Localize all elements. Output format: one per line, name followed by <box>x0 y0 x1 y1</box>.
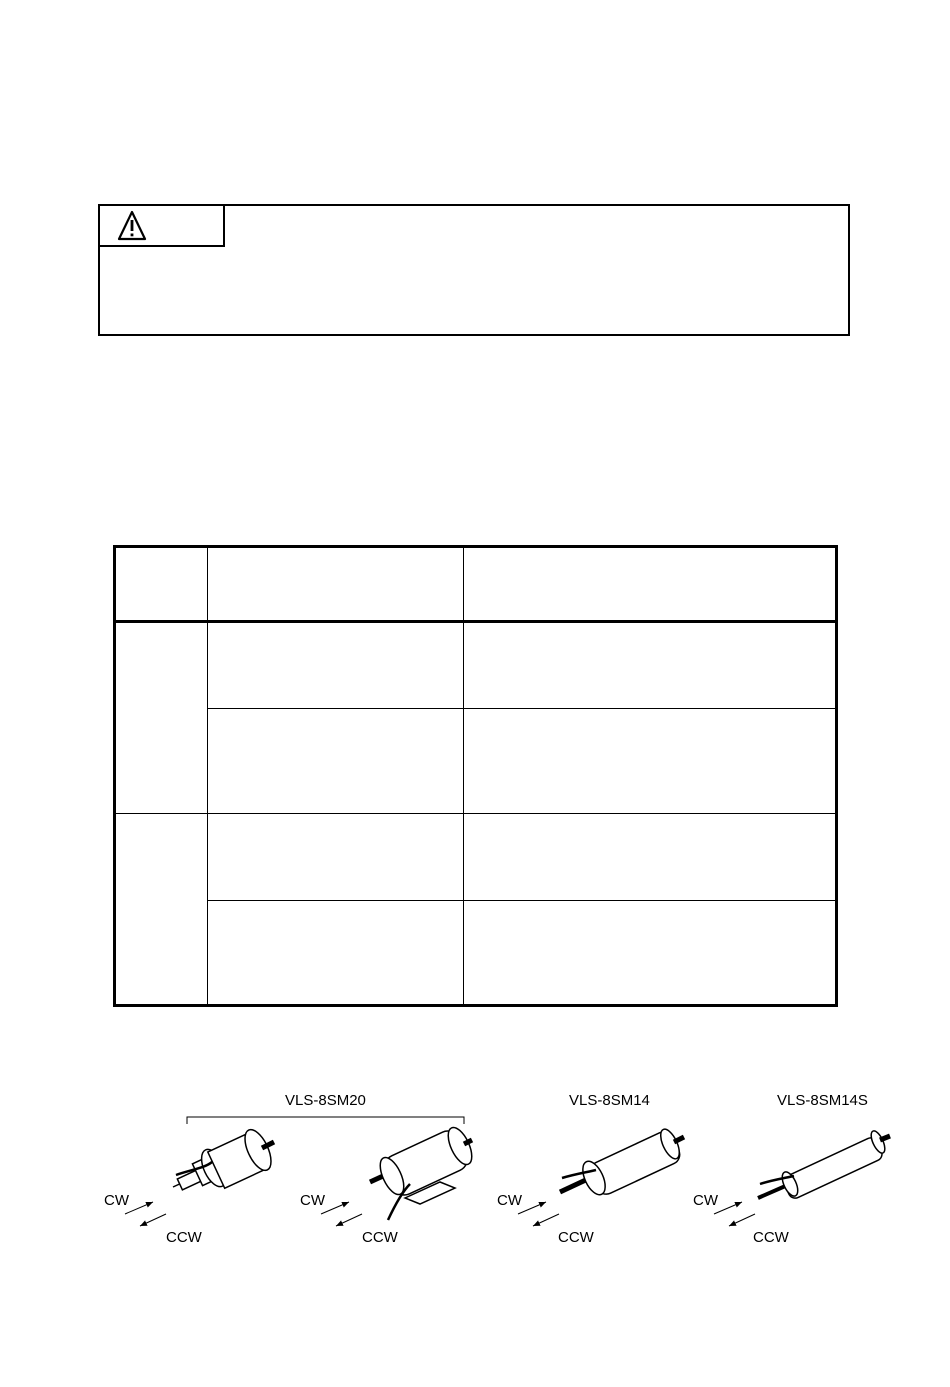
ccw-arrow <box>533 1214 559 1226</box>
table-cell <box>464 813 837 900</box>
table-row <box>115 621 837 708</box>
table-row <box>115 901 837 1006</box>
table-cell <box>208 621 464 708</box>
motor-sm20-a-drawing <box>173 1126 276 1191</box>
ccw-arrow <box>729 1214 755 1226</box>
motor-sm14s-drawing <box>758 1129 890 1200</box>
ccw-label: CCW <box>753 1229 789 1246</box>
table-header-cell <box>208 547 464 622</box>
ccw-arrow <box>140 1214 166 1226</box>
motor-figure <box>0 1080 950 1260</box>
ccw-arrow <box>336 1214 362 1226</box>
table-cell <box>464 621 837 708</box>
motor-sm14-drawing <box>560 1127 684 1199</box>
ccw-label: CCW <box>166 1229 202 1246</box>
cw-arrow <box>321 1202 349 1214</box>
group-bracket <box>187 1117 464 1124</box>
table-row <box>115 708 837 813</box>
cw-arrow <box>518 1202 546 1214</box>
cw-label: CW <box>300 1192 325 1209</box>
table-cell <box>208 901 464 1006</box>
cw-arrow <box>125 1202 153 1214</box>
cw-arrow <box>714 1202 742 1214</box>
table-cell <box>464 708 837 813</box>
caution-box <box>98 204 850 336</box>
model-label-sm14: VLS-8SM14 <box>569 1092 650 1109</box>
direction-arrows <box>125 1202 755 1226</box>
model-label-sm14s: VLS-8SM14S <box>777 1092 868 1109</box>
table-header-cell <box>115 547 208 622</box>
caution-tab <box>98 204 225 247</box>
cw-label: CW <box>497 1192 522 1209</box>
table-group-label <box>115 813 208 1005</box>
ccw-label: CCW <box>558 1229 594 1246</box>
table-group-label <box>115 621 208 813</box>
spec-table <box>113 545 838 1007</box>
table-cell <box>208 813 464 900</box>
table-header-row <box>115 547 837 622</box>
cw-label: CW <box>104 1192 129 1209</box>
ccw-label: CCW <box>362 1229 398 1246</box>
model-label-sm20: VLS-8SM20 <box>285 1092 366 1109</box>
cw-label: CW <box>693 1192 718 1209</box>
table-cell <box>208 708 464 813</box>
table-row <box>115 813 837 900</box>
table-cell <box>464 901 837 1006</box>
table-header-cell <box>464 547 837 622</box>
warning-triangle-icon <box>117 210 147 242</box>
motor-sm20-b-drawing <box>370 1124 477 1220</box>
